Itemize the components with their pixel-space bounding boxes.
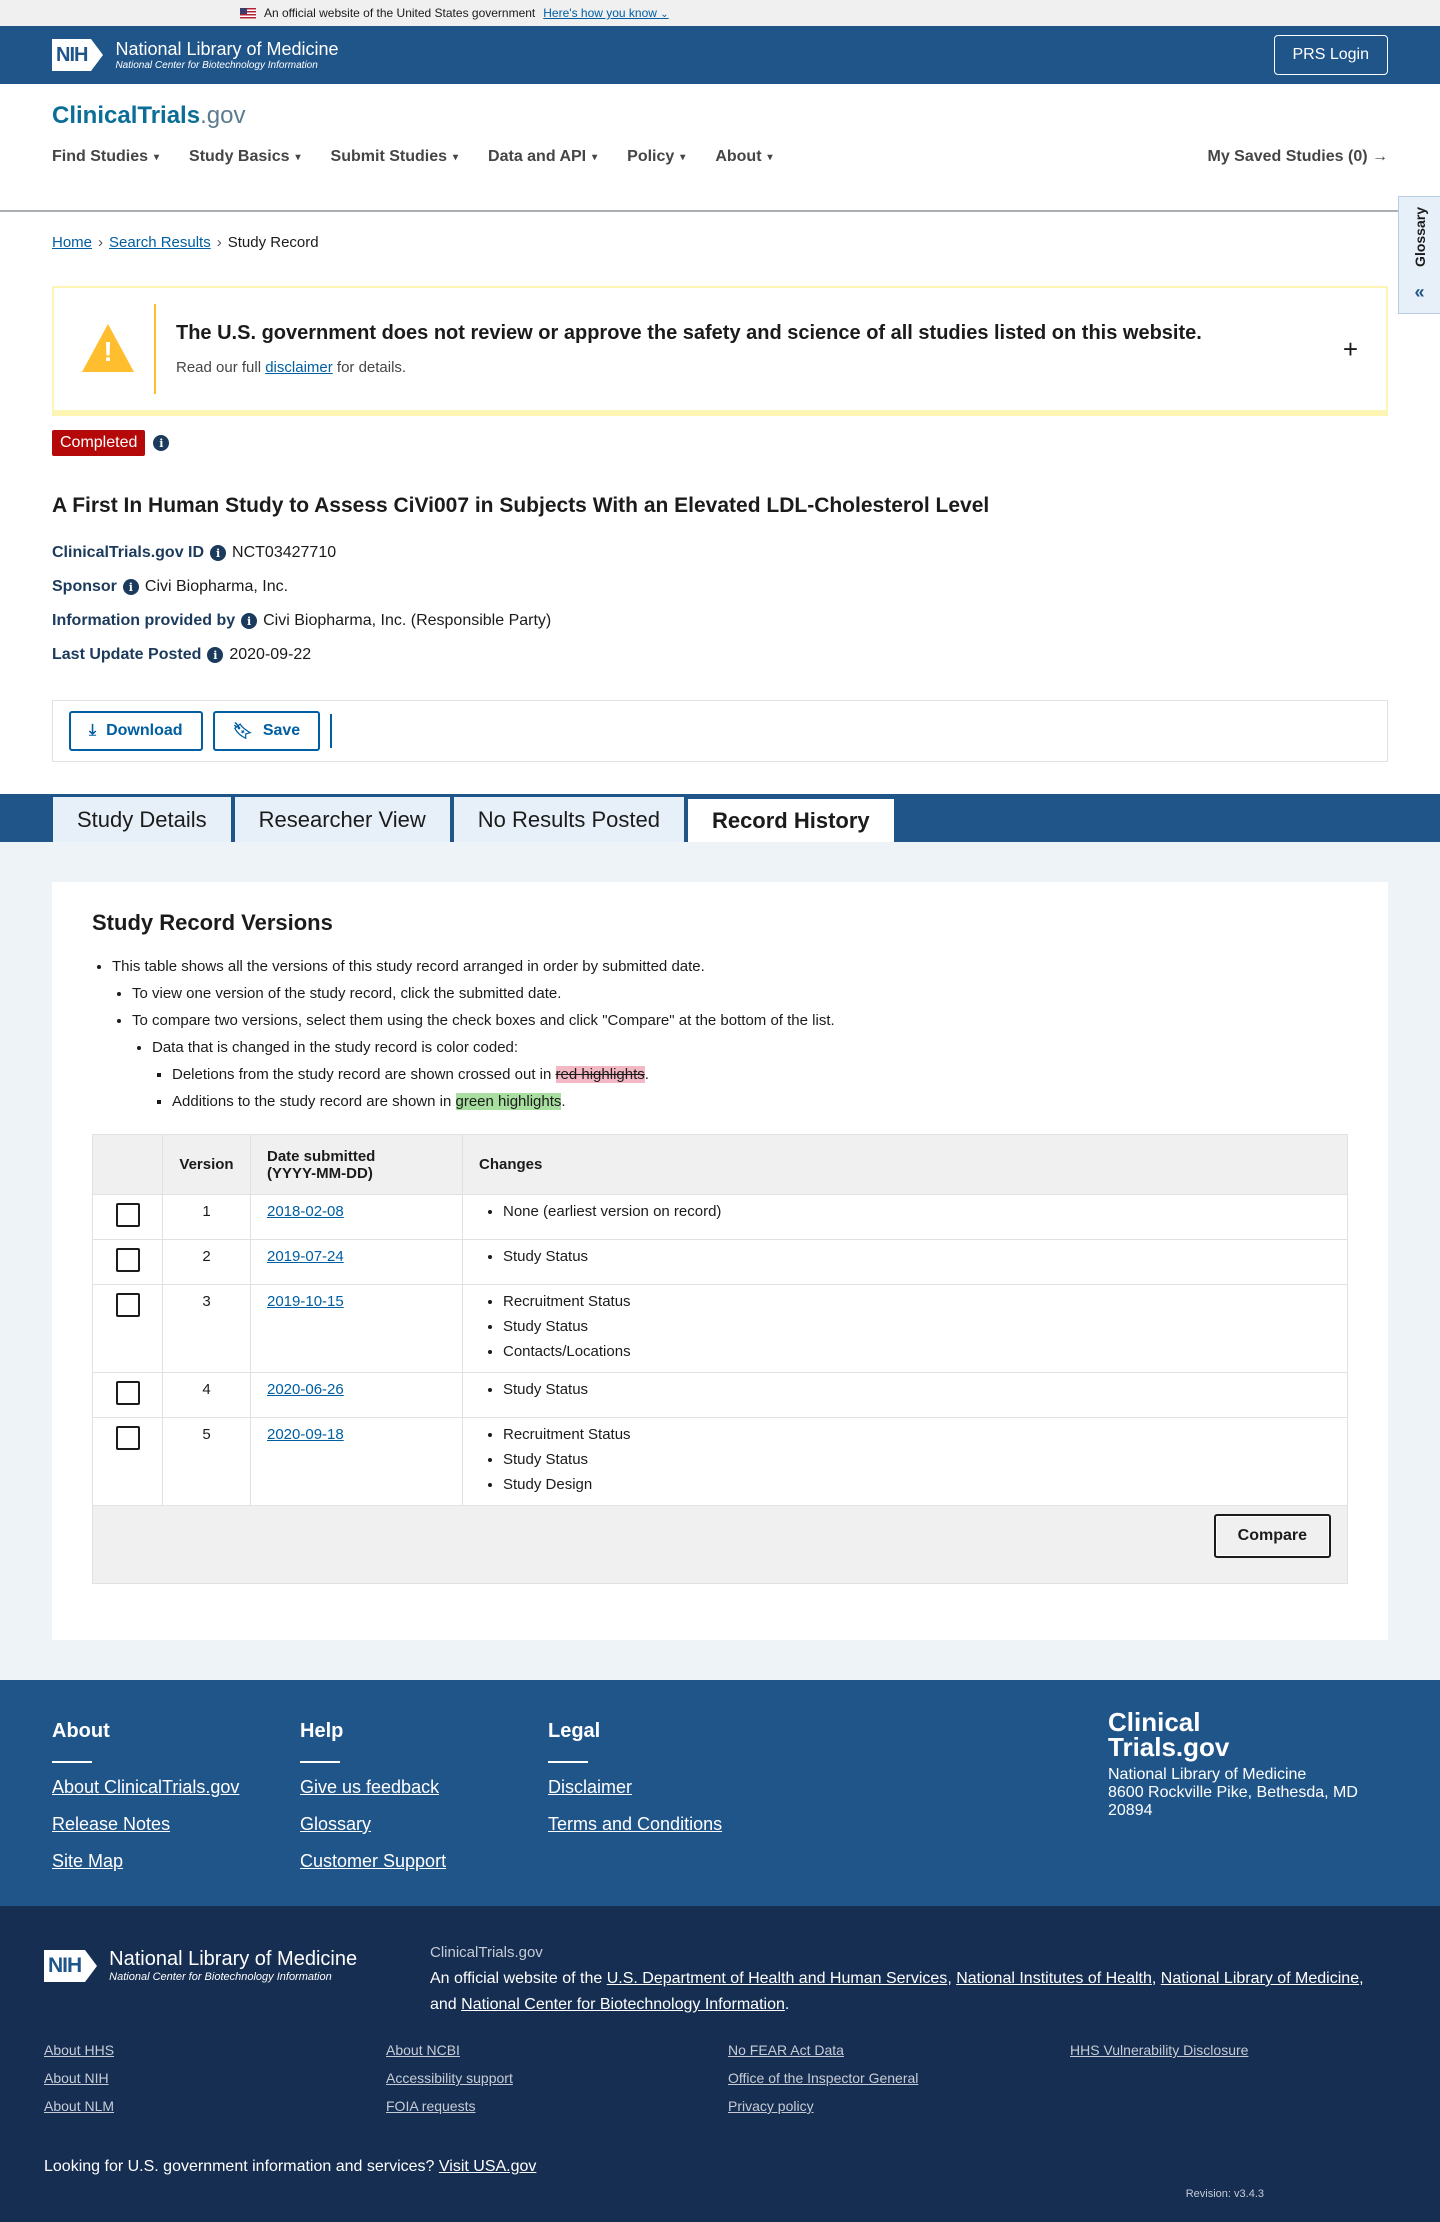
footer-link[interactable]: Terms and Conditions (548, 1814, 723, 1834)
download-button[interactable]: ⤓ Download (69, 711, 203, 751)
record-history-section (0, 842, 1440, 1680)
nav-study-basics[interactable]: Study Basics ▾ (189, 148, 301, 165)
chevron-right-icon: › (98, 234, 104, 251)
nih-arrow-icon (85, 1950, 97, 1982)
info-icon[interactable]: i (153, 435, 169, 451)
instruction-item: • Data that is changed in the study record is color coded: ▪ Deletions from the study record are shown crossed out in red highlights. ▪ Additions to the study record are shown in green highlights. (152, 1039, 1348, 1110)
footer-link[interactable]: Accessibility support (386, 2070, 513, 2086)
breadcrumb-search-results[interactable]: Search Results (109, 234, 211, 251)
chevron-down-icon: ▾ (295, 151, 301, 163)
status-badge: Completed (52, 430, 145, 456)
table-row (93, 1285, 1348, 1373)
footer-link[interactable]: About HHS (44, 2042, 115, 2058)
change-item: • Recruitment Status (503, 1426, 1331, 1443)
footer-link[interactable]: Site Map (52, 1851, 124, 1871)
revision-label: Revision: v3.4.3 (1185, 2188, 1264, 2200)
meta-row-id: ClinicalTrials.gov ID i NCT03427710 (52, 544, 337, 561)
breadcrumb-current: Study Record (227, 234, 319, 251)
versions-table (92, 1134, 1348, 1584)
history-title: Study Record Versions (92, 910, 333, 935)
table-row (93, 1418, 1348, 1506)
ncbi-link[interactable]: National Center for Biotechnology Information (461, 1996, 785, 2013)
nlm-logo[interactable] (52, 39, 339, 71)
info-icon[interactable]: i (241, 613, 257, 629)
disclaimer-banner (52, 286, 1388, 416)
footer-link[interactable]: FOIA requests (386, 2098, 476, 2114)
nih-link[interactable]: National Institutes of Health (956, 1970, 1152, 1987)
how-you-know-link[interactable]: Here's how you know ⌄ (543, 6, 669, 20)
nav-find-studies[interactable]: Find Studies ▾ (52, 148, 160, 165)
footer-link[interactable]: Glossary (300, 1814, 372, 1834)
footer-link[interactable]: Release Notes (52, 1814, 171, 1834)
tab-record-history[interactable]: Record History (687, 798, 895, 842)
change-item: • Recruitment Status (503, 1293, 1331, 1310)
version-date-link[interactable]: 2020-06-26 (267, 1381, 344, 1398)
download-icon: ⤓ (89, 722, 97, 739)
nih-badge: NIH (52, 39, 103, 71)
hhs-link[interactable]: U.S. Department of Health and Human Services (606, 1970, 948, 1987)
change-item: • Study Status (503, 1318, 1331, 1335)
bookmark-icon: 🔖︎ (232, 723, 253, 740)
last-update-value: 2020-09-22 (229, 646, 312, 663)
footer-link[interactable]: Customer Support (300, 1851, 447, 1871)
nlm-subtitle: National Center for Biotechnology Information (115, 60, 318, 71)
chevron-down-icon: ⌄ (660, 9, 669, 20)
site-footer (0, 1680, 1440, 1906)
change-item: • Study Status (503, 1248, 1331, 1265)
disclaimer-link[interactable]: disclaimer (265, 359, 333, 376)
tab-researcher-view[interactable]: Researcher View (234, 796, 451, 842)
version-date-link[interactable]: 2020-09-18 (267, 1426, 344, 1443)
nav-about[interactable]: About ▾ (715, 148, 773, 165)
footer-link[interactable]: About NIH (44, 2070, 109, 2086)
footer-link[interactable]: Office of the Inspector General (728, 2070, 919, 2086)
status-row (52, 430, 1388, 456)
expand-plus-icon[interactable]: + (1342, 333, 1358, 364)
change-item: • Contacts/Locations (503, 1343, 1331, 1360)
info-icon[interactable]: i (210, 545, 226, 561)
breadcrumb (52, 212, 1388, 251)
version-date-link[interactable]: 2018-02-08 (267, 1203, 344, 1220)
table-row (93, 1195, 1348, 1240)
provided-by-value: Civi Biopharma, Inc. (Responsible Party) (263, 612, 552, 629)
green-highlight-sample: green highlights (455, 1093, 562, 1110)
footer-col-about: About About ClinicalTrials.gov Release Notes Site Map (52, 1720, 240, 1871)
header-version: Version (163, 1135, 251, 1195)
nlm-title: National Library of Medicine (115, 39, 339, 59)
nlm-footer (0, 1906, 1440, 2222)
footer-link[interactable]: About NCBI (386, 2042, 460, 2058)
footer-link[interactable]: About NLM (44, 2098, 115, 2114)
disclaimer-text: Read our full disclaimer for details. (176, 359, 407, 376)
footer-link[interactable]: HHS Vulnerability Disclosure (1070, 2042, 1249, 2058)
footer-brand (1108, 1707, 1358, 1820)
history-instructions (92, 958, 1348, 1110)
info-icon[interactable]: i (123, 579, 139, 595)
version-date-link[interactable]: 2019-10-15 (267, 1293, 344, 1310)
glossary-tab[interactable] (1398, 196, 1440, 314)
instruction-item: ▪ Additions to the study record are shown in green highlights. (172, 1093, 1348, 1110)
footer-address: National Library of Medicine 8600 Rockville Pike, Bethesda, MD 20894 (1108, 1766, 1358, 1819)
version-checkbox[interactable] (116, 1381, 140, 1405)
table-row (93, 1373, 1348, 1418)
info-icon[interactable]: i (207, 647, 223, 663)
prs-login-button[interactable]: PRS Login (1274, 35, 1389, 75)
version-checkbox[interactable] (116, 1203, 140, 1227)
history-card (52, 882, 1388, 1640)
nct-id: NCT03427710 (232, 544, 337, 561)
chevron-down-icon: ▾ (154, 151, 160, 163)
meta-row-sponsor: Sponsor i Civi Biopharma, Inc. (52, 578, 289, 595)
version-checkbox[interactable] (116, 1426, 140, 1450)
official-website-notice: ClinicalTrials.gov An official website of the U.S. Department of Health and Human Services, National Institutes of Health, National Library of Medicine, and National Center for Biotechnology Information. (430, 1944, 1364, 2013)
version-number: 5 (163, 1418, 251, 1506)
footer-col-legal: Legal Disclaimer Terms and Conditions (548, 1720, 723, 1834)
disclaimer-title: The U.S. government does not review or approve the safety and science of all studies listed on this website. (176, 322, 1202, 344)
version-number: 3 (163, 1285, 251, 1373)
footer-col-help: Help Give us feedback Glossary Customer Support (300, 1720, 447, 1871)
chevron-down-icon: ▾ (680, 151, 686, 163)
glossary-label: Glossary (1411, 207, 1428, 267)
chevron-down-icon: ▾ (767, 151, 773, 163)
us-flag-icon (240, 8, 256, 19)
footer-link[interactable]: No FEAR Act Data (728, 2042, 844, 2058)
saved-studies-link[interactable]: My Saved Studies (0) → (1207, 148, 1388, 165)
meta-row-provided-by: Information provided by i Civi Biopharma, Inc. (Responsible Party) (52, 612, 552, 629)
study-meta (52, 536, 1388, 672)
tab-no-results-posted[interactable]: No Results Posted (453, 796, 685, 842)
action-bar (52, 700, 1388, 762)
warning-icon: ! (82, 324, 134, 374)
sponsor-value: Civi Biopharma, Inc. (144, 578, 289, 595)
instruction-item: ▪ Deletions from the study record are shown crossed out in red highlights. (172, 1066, 1348, 1083)
version-checkbox[interactable] (116, 1248, 140, 1272)
gov-banner (0, 0, 1440, 26)
nav-policy[interactable]: Policy ▾ (627, 148, 686, 165)
change-item: • Study Design (503, 1476, 1331, 1493)
change-item: • Study Status (503, 1381, 1331, 1398)
version-checkbox[interactable] (116, 1293, 140, 1317)
change-item: • Study Status (503, 1451, 1331, 1468)
site-nav (0, 84, 1440, 212)
meta-row-last-update: Last Update Posted i 2020-09-22 (52, 646, 312, 663)
compare-button[interactable]: Compare (1214, 1514, 1331, 1558)
instruction-item: • This table shows all the versions of this study record arranged in order by submitted date. • To view one version of the study record, click the submitted date. • To compare two versions, select them using the check boxes and click "Compare" at the bottom of the list. • Data that is changed in the study record is color coded: ▪ Deletions from the study record are shown crossed out in red highlights. ▪ Additions to the study record are shown in green highlights. (112, 958, 1348, 1110)
nih-arrow-icon (91, 39, 103, 71)
version-number: 2 (163, 1240, 251, 1285)
study-tabs (0, 794, 1440, 842)
compare-row (93, 1506, 1348, 1584)
footer-link[interactable]: Disclaimer (548, 1777, 633, 1797)
chevron-down-icon: ▾ (592, 151, 598, 163)
table-header-row (93, 1135, 1348, 1195)
gov-banner-text: An official website of the United States government (264, 6, 536, 20)
main-menu (52, 148, 773, 166)
change-item: • None (earliest version on record) (503, 1203, 1331, 1220)
footer-links (44, 2042, 1412, 2126)
nav-submit-studies[interactable]: Submit Studies ▾ (330, 148, 459, 165)
version-date-link[interactable]: 2019-07-24 (267, 1248, 344, 1265)
tab-study-details[interactable]: Study Details (52, 796, 232, 842)
instruction-item: • To view one version of the study record, click the submitted date. (132, 985, 1348, 1002)
nih-header (0, 26, 1440, 84)
nlm-footer-logo[interactable]: NIH National Library of Medicine National Center for Biotechnology Information (44, 1948, 357, 1983)
header-date: Date submitted (YYYY-MM-DD) (251, 1135, 463, 1195)
chevron-right-icon: › (216, 234, 222, 251)
red-highlight-sample: red highlights (555, 1066, 645, 1083)
save-button[interactable]: 🔖︎ Save (213, 711, 321, 751)
usa-gov-link[interactable]: Visit USA.gov (438, 2158, 537, 2175)
header-changes: Changes (463, 1135, 1348, 1195)
arrow-right-icon: → (1372, 148, 1388, 165)
footer-link[interactable]: Privacy policy (728, 2098, 814, 2114)
nih-badge: NIH (44, 1950, 97, 1982)
breadcrumb-home[interactable]: Home (52, 234, 93, 251)
footer-link[interactable]: Give us feedback (300, 1777, 440, 1797)
chevron-down-icon: ▾ (453, 151, 459, 163)
usa-gov-notice: Looking for U.S. government information and services? Visit USA.gov (44, 2158, 537, 2175)
instruction-item: • To compare two versions, select them using the check boxes and click "Compare" at the bottom of the list. • Data that is changed in the study record is color coded: ▪ Deletions from the study record are shown crossed out in red highlights. ▪ Additions to the study record are shown in green highlights. (132, 1012, 1348, 1110)
table-row (93, 1240, 1348, 1285)
footer-ct-logo[interactable]: Clinical Trials.gov (1108, 1707, 1230, 1762)
clinicaltrials-logo[interactable]: ClinicalTrials.gov (52, 102, 246, 129)
double-chevron-left-icon: « (1414, 282, 1425, 302)
footer-link[interactable]: About ClinicalTrials.gov (52, 1777, 240, 1797)
study-title: A First In Human Study to Assess CiVi007 in Subjects With an Elevated LDL-Cholesterol Level (52, 494, 990, 517)
nav-data-api[interactable]: Data and API ▾ (488, 148, 598, 165)
version-number: 4 (163, 1373, 251, 1418)
nlm-link[interactable]: National Library of Medicine (1160, 1970, 1360, 1987)
version-number: 1 (163, 1195, 251, 1240)
